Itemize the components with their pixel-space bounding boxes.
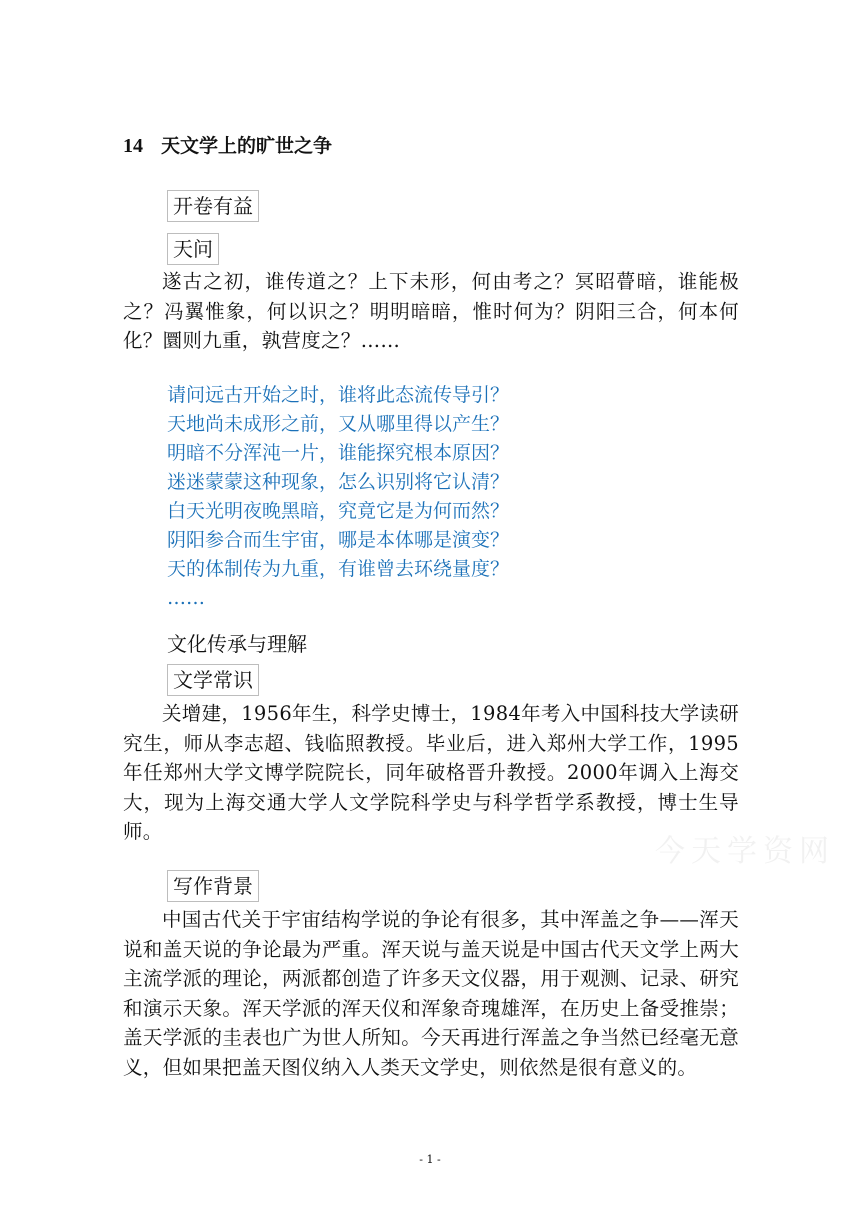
chapter-number: 14: [123, 135, 143, 157]
translation-line: 明暗不分浑沌一片，谁能探究根本原因？: [167, 442, 510, 464]
page-number: - 1 -: [419, 1153, 441, 1166]
reading-label: 开卷有益: [167, 190, 259, 222]
author-intro-paragraph: 关增建，1956年生，科学史博士，1984年考入中国科技大学读研究生，师从李志超、钱临照教授。毕业后，进入郑州大学工作，1995年任郑州大学文博学院院长，同年破格晋升教授。2000年调入上海交大，现为上海交通大学人文学院科学史与科学哲学系教授，博士生导师。: [123, 702, 739, 843]
translation-line: 请问远古开始之时，谁将此态流传导引？: [167, 384, 510, 406]
translation-line: 天地尚未成形之前，又从哪里得以产生？: [167, 413, 510, 435]
translation-line: 白天光明夜晚黑暗，究竟它是为何而然？: [167, 500, 510, 522]
literary-knowledge-label: 文学常识: [167, 664, 259, 696]
original-poem-text: 遂古之初，谁传道之？上下未形，何由考之？冥昭瞢暗，谁能极之？冯翼惟象，何以识之？明明暗暗，惟时何为？阴阳三合，何本何化？圜则九重，孰营度之？……: [123, 270, 739, 352]
poem-translation: [167, 381, 509, 613]
watermark: 今天学资网: [655, 834, 835, 869]
translation-line: 阴阳参合而生宇宙，哪是本体哪是演变？: [167, 529, 510, 551]
chapter-title: [123, 133, 332, 159]
writing-background-label: 写作背景: [167, 870, 259, 902]
translation-line: ……: [167, 587, 205, 609]
culture-heading: 文化传承与理解: [167, 632, 307, 656]
chapter-title-text: 天文学上的旷世之争: [161, 135, 333, 157]
poem-title: 天问: [167, 233, 219, 265]
background-paragraph: 中国古代关于宇宙结构学说的争论有很多，其中浑盖之争——浑天说和盖天说的争论最为严重。浑天说与盖天说是中国古代天文学上两大主流学派的理论，两派都创造了许多天文仪器，用于观测、记录、研究和演示天象。浑天学派的浑天仪和浑象奇瑰雄浑，在历史上备受推崇；盖天学派的圭表也广为世人所知。今天再进行浑盖之争当然已经毫无意义，但如果把盖天图仪纳入人类天文学史，则依然是很有意义的。: [123, 908, 739, 1079]
translation-line: 迷迷蒙蒙这种现象，怎么识别将它认清？: [167, 471, 510, 493]
translation-line: 天的体制传为九重，有谁曾去环绕量度？: [167, 558, 510, 580]
